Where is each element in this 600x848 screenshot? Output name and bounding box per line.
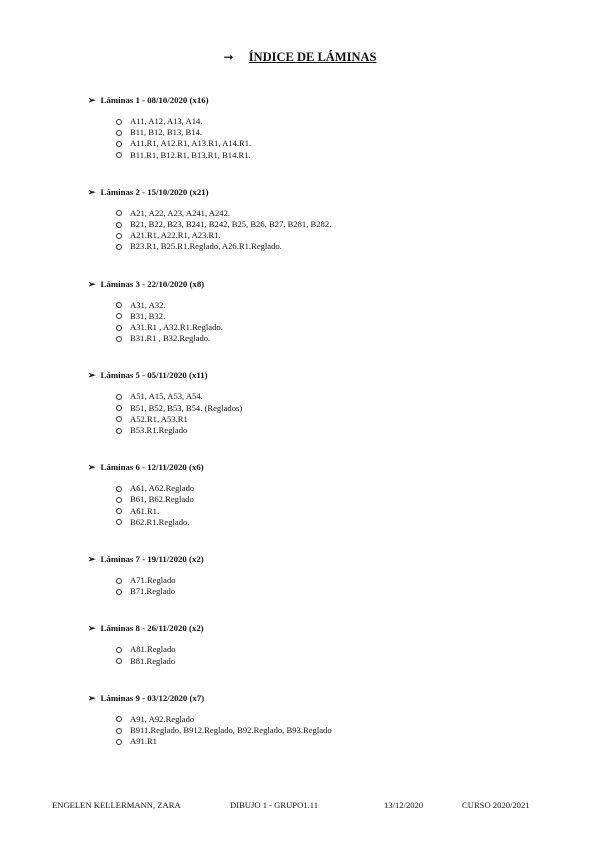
list-item-text: A21.R1, A22.R1, A23.R1. — [130, 230, 221, 241]
arrowhead-bullet-icon: ➢ — [88, 554, 96, 565]
section-heading-text: Láminas 9 - 03/12/2020 (x7) — [100, 692, 205, 703]
circle-bullet-icon — [116, 716, 122, 722]
list-item-text: A52.R1, A53.R1 — [130, 413, 188, 424]
list-item — [116, 333, 548, 344]
circle-bullet-icon — [116, 119, 122, 125]
list-item — [116, 300, 548, 311]
section-block — [88, 623, 548, 666]
section-heading-text: Láminas 1 - 08/10/2020 (x16) — [100, 95, 209, 105]
section-heading — [88, 279, 548, 290]
circle-bullet-icon — [116, 141, 122, 147]
sections-list — [88, 95, 548, 773]
section-block — [88, 95, 548, 161]
section-item-list — [88, 300, 548, 345]
section-block — [88, 279, 548, 345]
section-block — [88, 462, 548, 528]
list-item — [116, 311, 548, 322]
list-item-text: B31.R1 , B32.Reglado. — [130, 333, 211, 344]
section-block — [88, 554, 548, 597]
list-item-text: A81.Reglado — [130, 644, 176, 655]
section-item-list — [88, 116, 548, 161]
arrowhead-bullet-icon: ➢ — [88, 692, 96, 703]
list-item — [116, 391, 548, 402]
section-heading-text: Láminas 8 - 26/11/2020 (x2) — [100, 623, 204, 634]
circle-bullet-icon — [116, 244, 122, 250]
page-footer — [0, 800, 600, 814]
footer-date: 13/12/2020 — [384, 800, 424, 810]
list-item — [116, 575, 548, 586]
list-item-text: B53.R1.Reglado — [130, 425, 188, 436]
circle-bullet-icon — [116, 647, 122, 653]
list-item — [116, 414, 548, 425]
list-item — [116, 586, 548, 597]
section-item-list — [88, 391, 548, 436]
section-heading — [88, 693, 548, 704]
list-item-text: A11.R1, A12.R1, A13.R1, A14.R1. — [130, 138, 252, 149]
circle-bullet-icon — [116, 519, 122, 525]
footer-course: CURSO 2020/2021 — [462, 800, 530, 810]
circle-bullet-icon — [116, 302, 122, 308]
list-item — [116, 736, 548, 747]
circle-bullet-icon — [116, 589, 122, 595]
list-item-text: B11.R1, B12.R1, B13.R1, B14.R1. — [130, 149, 251, 160]
section-heading — [88, 370, 548, 381]
list-item — [116, 725, 548, 736]
list-item-text: B62.R1.Reglado. — [130, 516, 190, 527]
list-item-text: B51, B52, B53, B54. (Reglados) — [130, 402, 243, 413]
section-item-list — [88, 644, 548, 666]
list-item — [116, 208, 548, 219]
list-item-text: A21, A22, A23, A241, A242. — [130, 207, 231, 218]
list-item-text: B911.Reglado, B912.Reglado, B92.Reglado, B93.Reglado — [130, 725, 332, 736]
list-item — [116, 150, 548, 161]
list-item-text: A91.R1 — [130, 736, 157, 747]
footer-subject: DIBUJO 1 - GRUPO1.11 — [230, 800, 319, 810]
list-item-text: B31, B32. — [130, 310, 166, 321]
circle-bullet-icon — [116, 233, 122, 239]
list-item-text: B81.Reglado — [130, 655, 176, 666]
list-item-text: B21, B22, B23, B241, B242, B25, B26, B27, B281, B282. — [130, 219, 332, 230]
arrowhead-bullet-icon: ➢ — [88, 186, 96, 197]
circle-bullet-icon — [116, 739, 122, 745]
list-item-text: A11, A12, A13, A14. — [130, 116, 203, 126]
circle-bullet-icon — [116, 222, 122, 228]
arrowhead-bullet-icon: ➢ — [88, 623, 96, 634]
section-heading-text: Láminas 6 - 12/11/2020 (x6) — [100, 462, 204, 473]
arrowhead-bullet-icon: ➢ — [88, 462, 96, 473]
list-item — [116, 403, 548, 414]
circle-bullet-icon — [116, 313, 122, 319]
list-item — [116, 230, 548, 241]
circle-bullet-icon — [116, 578, 122, 584]
list-item — [116, 494, 548, 505]
list-item-text: A31.R1 , A32.R1.Reglado. — [130, 322, 223, 333]
list-item — [116, 322, 548, 333]
circle-bullet-icon — [116, 497, 122, 503]
list-item — [116, 644, 548, 655]
circle-bullet-icon — [116, 728, 122, 734]
section-heading — [88, 95, 548, 106]
list-item-text: A51, A15, A53, A54. — [130, 391, 203, 402]
circle-bullet-icon — [116, 658, 122, 664]
circle-bullet-icon — [116, 508, 122, 514]
list-item-text: B61, B62.Reglado — [130, 494, 194, 505]
list-item-text: A91, A92.Reglado — [130, 713, 195, 724]
list-item-text: B71.Reglado — [130, 586, 176, 597]
list-item-text: B23.R1, B25.R1.Reglado, A26.R1.Reglado. — [130, 241, 282, 252]
section-heading-text: Láminas 7 - 19/11/2020 (x2) — [100, 554, 204, 565]
section-heading — [88, 462, 548, 473]
arrowhead-bullet-icon: ➢ — [88, 370, 96, 381]
circle-bullet-icon — [116, 428, 122, 434]
list-item-text: B11, B12, B13, B14. — [130, 127, 203, 138]
section-heading-text: Láminas 3 - 22/10/2020 (x8) — [100, 278, 205, 289]
list-item — [116, 506, 548, 517]
list-item — [116, 116, 548, 127]
section-heading — [88, 623, 548, 634]
circle-bullet-icon — [116, 394, 122, 400]
list-item — [116, 483, 548, 494]
section-item-list — [88, 208, 548, 253]
circle-bullet-icon — [116, 416, 122, 422]
footer-author: ENGELEN KELLERMANN, ZARA — [52, 800, 181, 810]
section-heading — [88, 554, 548, 565]
circle-bullet-icon — [116, 152, 122, 158]
section-heading-text: Láminas 5 - 05/11/2020 (x11) — [100, 370, 208, 381]
list-item — [116, 714, 548, 725]
arrowhead-bullet-icon: ➢ — [88, 95, 96, 105]
section-item-list — [88, 483, 548, 528]
circle-bullet-icon — [116, 210, 122, 216]
list-item — [116, 425, 548, 436]
list-item — [116, 219, 548, 230]
circle-bullet-icon — [116, 405, 122, 411]
arrowhead-bullet-icon: ➢ — [88, 278, 96, 289]
list-item-text: A31, A32. — [130, 299, 166, 310]
list-item — [116, 127, 548, 138]
circle-bullet-icon — [116, 325, 122, 331]
section-item-list — [88, 714, 548, 748]
right-arrow-icon: ➞ — [223, 50, 234, 64]
section-block — [88, 693, 548, 748]
page-title — [0, 50, 600, 65]
section-block — [88, 370, 548, 436]
section-item-list — [88, 575, 548, 597]
list-item — [116, 138, 548, 149]
page-title-text: ÍNDICE DE LÁMINAS — [248, 50, 377, 64]
list-item — [116, 517, 548, 528]
section-heading-text: Láminas 2 - 15/10/2020 (x21) — [100, 186, 209, 197]
circle-bullet-icon — [116, 486, 122, 492]
list-item-text: A61, A62.Reglado — [130, 483, 195, 494]
list-item-text: A61.R1. — [130, 505, 160, 516]
section-heading — [88, 187, 548, 198]
circle-bullet-icon — [116, 336, 122, 342]
list-item — [116, 656, 548, 667]
circle-bullet-icon — [116, 130, 122, 136]
list-item — [116, 241, 548, 252]
section-block — [88, 187, 548, 253]
list-item-text: A71.Reglado — [130, 575, 176, 586]
